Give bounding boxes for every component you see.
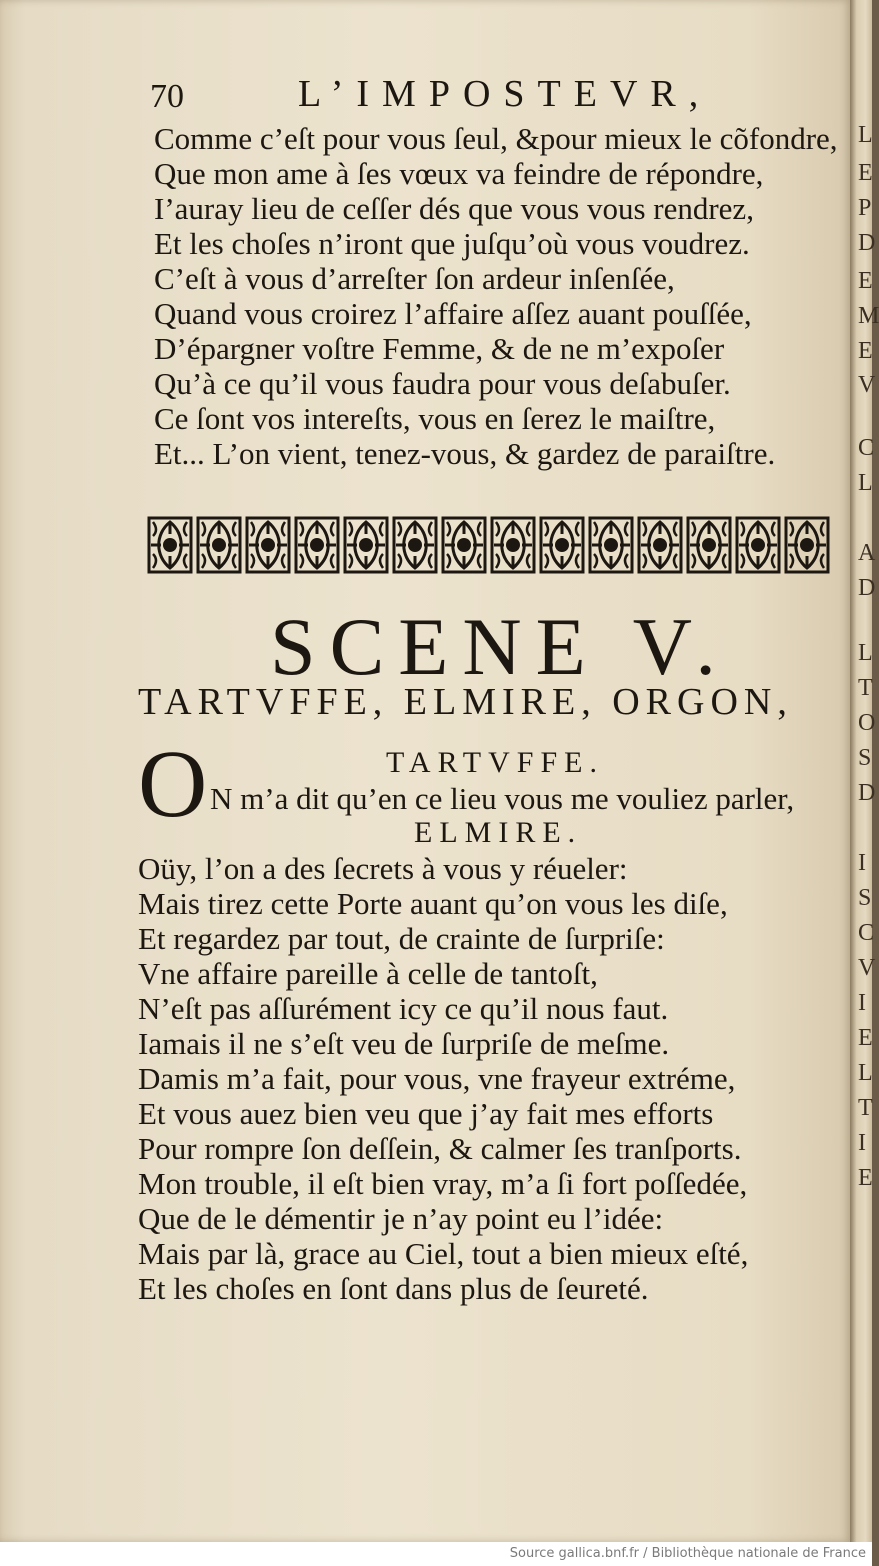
verse-line: Quand vous croirez l’affaire aſſez auant pouſſée, [154, 296, 752, 331]
edge-letter: D [858, 575, 876, 601]
verse-line: Mais tirez cette Porte auant qu’on vous les diſe, [138, 886, 728, 921]
source-credit[interactable]: Source gallica.bnf.fr / Bibliothèque nationale de France [509, 1546, 866, 1561]
edge-letter: T [858, 1095, 873, 1121]
speaker-name: ELMIRE. [414, 816, 583, 849]
running-head [0, 62, 850, 122]
verse-line: Damis m’a fait, pour vous, vne frayeur extréme, [138, 1061, 736, 1096]
edge-letter: A [858, 540, 876, 566]
scene-characters: TARTVFFE, ELMIRE, ORGON, [138, 681, 793, 723]
running-title: L’IMPOSTEVR, [298, 73, 712, 115]
page-number: 70 [150, 78, 184, 115]
edge-letter: L [858, 1060, 873, 1086]
edge-letter: S [858, 885, 872, 911]
verse-line: N m’a dit qu’en ce lieu vous me vouliez parler, [210, 781, 795, 816]
edge-letter: M [858, 303, 879, 329]
edge-letter: L [858, 470, 873, 496]
verse-line: Et regardez par tout, de crainte de ſurpriſe: [138, 921, 665, 956]
verse-line: Et les choſes n’iront que juſqu’où vous voudrez. [154, 226, 750, 261]
ornament-band-icon [145, 512, 835, 578]
edge-letter: T [858, 675, 873, 701]
verse-line: Vne affaire pareille à celle de tantoſt, [138, 956, 598, 991]
verse-line: Oüy, l’on a des ſecrets à vous y réueler: [138, 851, 628, 886]
edge-letter: I [858, 850, 866, 876]
edge-letter: E [858, 1165, 873, 1191]
verse-line: D’épargner voſtre Femme, & de ne m’expoſer [154, 331, 725, 366]
edge-letter: E [858, 160, 873, 186]
verse-line: Et vous auez bien veu que j’ay fait mes efforts [138, 1096, 714, 1131]
speaker-name: TARTVFFE. [386, 746, 604, 779]
verse-line: Pour rompre ſon deſſein, & calmer ſes tranſports. [138, 1131, 742, 1166]
edge-letter: I [858, 1130, 866, 1156]
verse-line: N’eſt pas aſſurément icy ce qu’il nous faut. [138, 991, 669, 1026]
verse-line: Comme c’eſt pour vous ſeul, &pour mieux le cõfondre, [154, 121, 838, 156]
edge-letter: E [858, 338, 873, 364]
edge-letter: E [858, 268, 873, 294]
edge-letter: V [858, 955, 876, 981]
scene-title: SCENE V. [270, 601, 730, 692]
verse-line: Et... L’on vient, tenez-vous, & gardez de paraiſtre. [154, 436, 776, 471]
edge-letter: P [858, 195, 872, 221]
source-footer [0, 1542, 872, 1566]
drop-cap: O [138, 730, 208, 837]
edge-letter: C [858, 435, 875, 461]
edge-letter: C [858, 920, 875, 946]
edge-letter: L [858, 122, 873, 148]
verse-line: Iamais il ne s’eſt veu de ſurpriſe de meſme. [138, 1026, 670, 1061]
verse-line: C’eſt à vous d’arreſter ſon ardeur inſenſée, [154, 261, 675, 296]
verse-line: Et les choſes en ſont dans plus de ſeureté. [138, 1271, 649, 1306]
verse-line: Mais par là, grace au Ciel, tout a bien mieux eſté, [138, 1236, 749, 1271]
edge-letter: V [858, 372, 876, 398]
verse-line: Que de le démentir je n’ay point eu l’idée: [138, 1201, 664, 1236]
edge-letter: L [858, 640, 873, 666]
edge-letter: E [858, 1025, 873, 1051]
verse-line: Mon trouble, il eſt bien vray, m’a ſi fort poſſedée, [138, 1166, 748, 1201]
verse-line: Qu’à ce qu’il vous faudra pour vous deſabuſer. [154, 366, 731, 401]
verse-line: Ce ſont vos intereſts, vous en ſerez le maiſtre, [154, 401, 716, 436]
verse-line: Que mon ame à ſes vœux va feindre de répondre, [154, 156, 764, 191]
edge-letter: D [858, 780, 876, 806]
edge-letter: D [858, 230, 876, 256]
edge-letter: I [858, 990, 866, 1016]
edge-letter: S [858, 745, 872, 771]
verse-line: I’auray lieu de ceſſer dés que vous vous rendrez, [154, 191, 754, 226]
edge-letter: O [858, 710, 876, 736]
